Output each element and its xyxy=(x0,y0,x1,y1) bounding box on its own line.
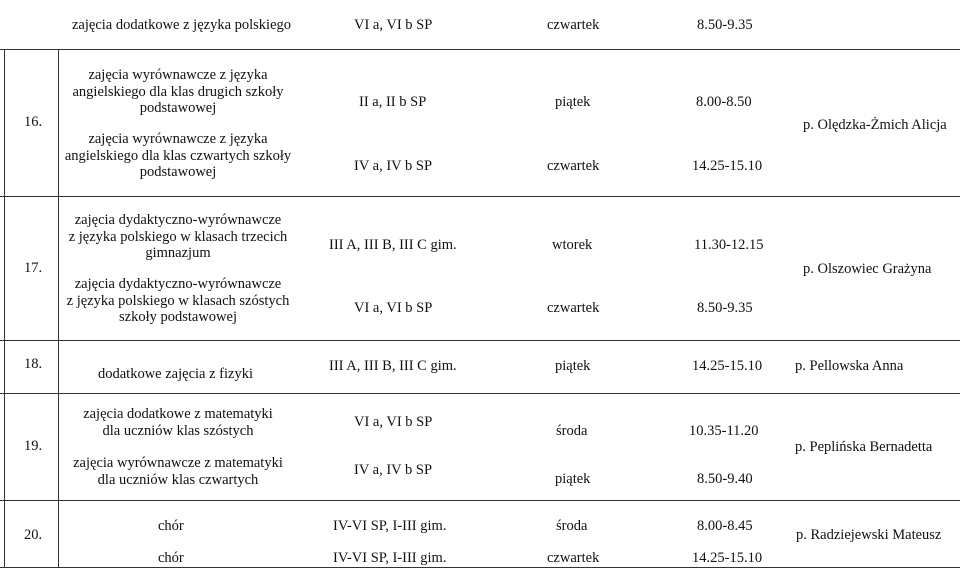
subject-cell: zajęcia dodatkowe z języka polskiego xyxy=(72,17,292,33)
subject-cell: chór xyxy=(158,518,184,534)
teacher-cell: p. Olszowiec Grażyna xyxy=(803,261,932,277)
day-cell: wtorek xyxy=(552,237,593,253)
row-number: 16. xyxy=(24,114,43,130)
time-cell: 8.50-9.40 xyxy=(697,471,753,487)
row-divider xyxy=(0,196,960,197)
day-cell: czwartek xyxy=(547,300,600,316)
time-cell: 8.50-9.35 xyxy=(697,17,753,33)
teacher-cell: p. Peplińska Bernadetta xyxy=(795,439,933,455)
time-cell: 14.25-15.10 xyxy=(692,158,763,174)
subject-cell: zajęcia wyrównawcze z języka angielskiego dla klas drugich szkoły podstawowej xyxy=(72,67,284,116)
day-cell: środa xyxy=(556,518,588,534)
subject-cell: dodatkowe zajęcia z fizyki xyxy=(98,366,253,382)
row-number: 19. xyxy=(24,438,43,454)
row-divider xyxy=(0,500,960,501)
row-divider xyxy=(0,340,960,341)
time-cell: 11.30-12.15 xyxy=(694,237,764,253)
time-cell: 8.50-9.35 xyxy=(697,300,753,316)
classes-cell: IV-VI SP, I-III gim. xyxy=(333,550,447,566)
row-number: 17. xyxy=(24,260,43,276)
classes-cell: VI a, VI b SP xyxy=(354,300,433,316)
row-number: 20. xyxy=(24,527,43,543)
subject-cell: zajęcia dydaktyczno-wyrównawcze z języka polskiego w klasach szóstych szkoły podstawowej xyxy=(66,276,290,325)
subject-cell: zajęcia dodatkowe z matematyki dla uczniów klas szóstych xyxy=(83,406,273,439)
day-cell: czwartek xyxy=(547,550,600,566)
time-cell: 14.25-15.10 xyxy=(692,358,763,374)
classes-cell: VI a, VI b SP xyxy=(354,414,433,430)
classes-cell: IV-VI SP, I-III gim. xyxy=(333,518,447,534)
teacher-cell: p. Radziejewski Mateusz xyxy=(796,527,942,543)
time-cell: 8.00-8.45 xyxy=(697,518,753,534)
subject-cell: zajęcia wyrównawcze z matematyki dla uczniów klas czwartych xyxy=(73,455,283,488)
classes-cell: III A, III B, III C gim. xyxy=(329,237,457,253)
time-cell: 10.35-11.20 xyxy=(689,423,759,439)
day-cell: piątek xyxy=(555,94,591,110)
time-cell: 14.25-15.10 xyxy=(692,550,763,566)
table-left-border xyxy=(4,49,5,568)
time-cell: 8.00-8.50 xyxy=(696,94,752,110)
classes-cell: IV a, IV b SP xyxy=(354,158,433,174)
row-number: 18. xyxy=(24,356,43,372)
teacher-cell: p. Pellowska Anna xyxy=(795,358,904,374)
classes-cell: VI a, VI b SP xyxy=(354,17,433,33)
row-divider xyxy=(0,393,960,394)
day-cell: piątek xyxy=(555,358,591,374)
classes-cell: II a, II b SP xyxy=(359,94,427,110)
subject-cell: chór xyxy=(158,550,184,566)
classes-cell: IV a, IV b SP xyxy=(354,462,433,478)
teacher-cell: p. Olędzka-Żmich Alicja xyxy=(803,117,947,133)
classes-cell: III A, III B, III C gim. xyxy=(329,358,457,374)
row-divider xyxy=(0,49,960,50)
day-cell: środa xyxy=(556,423,588,439)
day-cell: czwartek xyxy=(547,158,600,174)
day-cell: czwartek xyxy=(547,17,600,33)
subject-cell: zajęcia wyrównawcze z języka angielskiego dla klas czwartych szkoły podstawowej xyxy=(64,131,292,180)
row-divider xyxy=(0,567,960,568)
subject-cell: zajęcia dydaktyczno-wyrównawcze z języka polskiego w klasach trzecich gimnazjum xyxy=(68,212,288,261)
day-cell: piątek xyxy=(555,471,591,487)
